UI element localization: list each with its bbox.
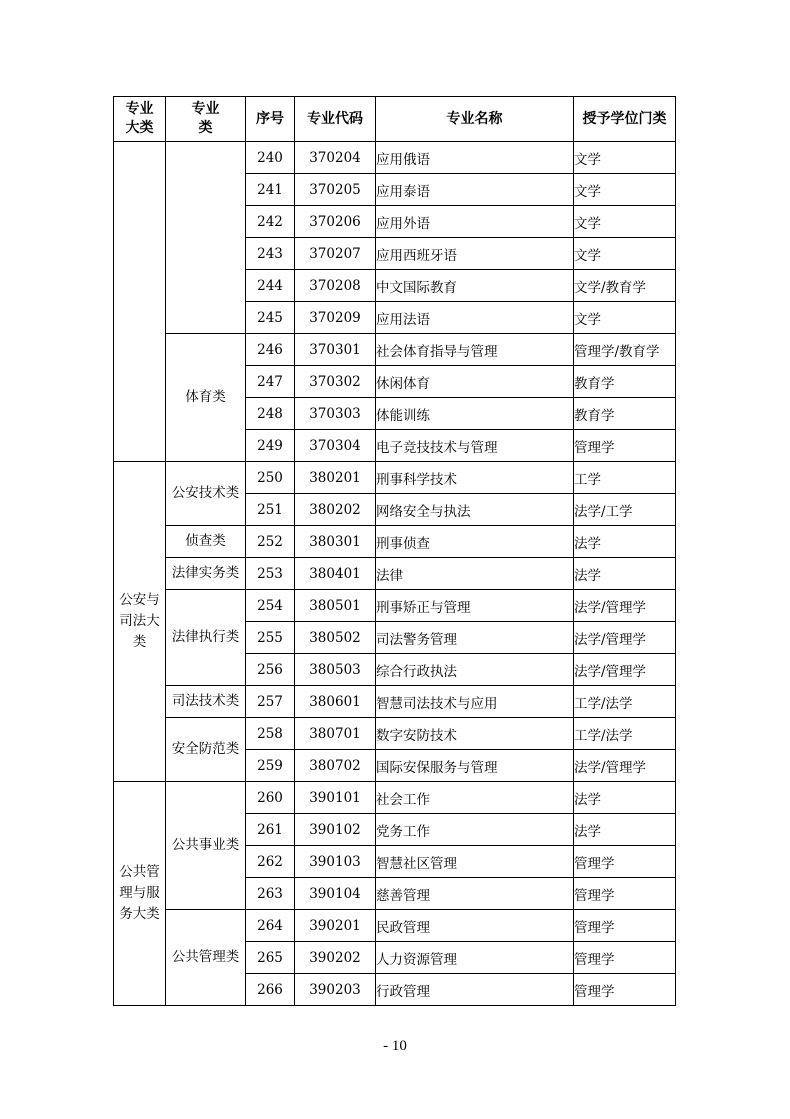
- table-row: [114, 686, 676, 718]
- header-label: 专业 类: [191, 101, 220, 136]
- seq-cell: 246: [246, 334, 295, 366]
- header-sub-category: [166, 97, 246, 142]
- major-name-cell: 国际安保服务与管理: [376, 750, 574, 782]
- seq-cell: 255: [246, 622, 295, 654]
- code-cell: 390101: [295, 782, 376, 814]
- seq-cell: 240: [246, 142, 295, 174]
- degree-cell: 文学: [574, 206, 676, 238]
- code-cell: 370209: [295, 302, 376, 334]
- seq-cell: 265: [246, 942, 295, 974]
- seq-cell: 262: [246, 846, 295, 878]
- sub-category-cell: [166, 142, 246, 334]
- degree-cell: 工学/法学: [574, 718, 676, 750]
- header-degree: 授予学位门类: [574, 97, 676, 142]
- sub-category-cell: 体育类: [166, 334, 246, 462]
- code-cell: 380201: [295, 462, 376, 494]
- seq-cell: 249: [246, 430, 295, 462]
- major-name-cell: 智慧司法技术与应用: [376, 686, 574, 718]
- degree-cell: 管理学: [574, 942, 676, 974]
- code-cell: 370303: [295, 398, 376, 430]
- seq-cell: 253: [246, 558, 295, 590]
- code-cell: 370302: [295, 366, 376, 398]
- degree-cell: 文学: [574, 142, 676, 174]
- code-cell: 370204: [295, 142, 376, 174]
- seq-cell: 251: [246, 494, 295, 526]
- major-name-cell: 应用泰语: [376, 174, 574, 206]
- major-name-cell: 体能训练: [376, 398, 574, 430]
- seq-cell: 254: [246, 590, 295, 622]
- degree-cell: 管理学: [574, 974, 676, 1006]
- code-cell: 380202: [295, 494, 376, 526]
- table-row: [114, 462, 676, 494]
- code-cell: 390102: [295, 814, 376, 846]
- major-name-cell: 综合行政执法: [376, 654, 574, 686]
- major-name-cell: 刑事科学技术: [376, 462, 574, 494]
- degree-cell: 法学/管理学: [574, 590, 676, 622]
- header-big-category: [114, 97, 166, 142]
- seq-cell: 252: [246, 526, 295, 558]
- degree-cell: 工学/法学: [574, 686, 676, 718]
- table-row: [114, 558, 676, 590]
- table-row: [114, 334, 676, 366]
- seq-cell: 258: [246, 718, 295, 750]
- code-cell: 380601: [295, 686, 376, 718]
- degree-cell: 管理学: [574, 846, 676, 878]
- seq-cell: 245: [246, 302, 295, 334]
- code-cell: 390103: [295, 846, 376, 878]
- major-name-cell: 智慧社区管理: [376, 846, 574, 878]
- major-name-cell: 电子竞技技术与管理: [376, 430, 574, 462]
- sub-category-cell: 法律实务类: [166, 558, 246, 590]
- degree-cell: 法学: [574, 814, 676, 846]
- seq-cell: 263: [246, 878, 295, 910]
- degree-cell: 法学/管理学: [574, 622, 676, 654]
- code-cell: 370304: [295, 430, 376, 462]
- major-name-cell: 应用俄语: [376, 142, 574, 174]
- degree-cell: 文学/教育学: [574, 270, 676, 302]
- code-cell: 380301: [295, 526, 376, 558]
- seq-cell: 256: [246, 654, 295, 686]
- major-name-cell: 应用法语: [376, 302, 574, 334]
- seq-cell: 261: [246, 814, 295, 846]
- code-cell: 380502: [295, 622, 376, 654]
- degree-cell: 管理学: [574, 430, 676, 462]
- degree-cell: 文学: [574, 238, 676, 270]
- sub-category-cell: 安全防范类: [166, 718, 246, 782]
- header-row: [114, 97, 676, 142]
- major-name-cell: 社会体育指导与管理: [376, 334, 574, 366]
- major-name-cell: 网络安全与执法: [376, 494, 574, 526]
- major-name-cell: 党务工作: [376, 814, 574, 846]
- major-name-cell: 人力资源管理: [376, 942, 574, 974]
- sub-category-cell: 法律执行类: [166, 590, 246, 686]
- code-cell: 370206: [295, 206, 376, 238]
- major-name-cell: 慈善管理: [376, 878, 574, 910]
- degree-cell: 法学/管理学: [574, 750, 676, 782]
- seq-cell: 250: [246, 462, 295, 494]
- sub-category-cell: 公共管理类: [166, 910, 246, 1006]
- degree-cell: 管理学: [574, 910, 676, 942]
- seq-cell: 259: [246, 750, 295, 782]
- code-cell: 370207: [295, 238, 376, 270]
- header-name: 专业名称: [376, 97, 574, 142]
- table-row: [114, 782, 676, 814]
- code-cell: 380501: [295, 590, 376, 622]
- major-name-cell: 刑事矫正与管理: [376, 590, 574, 622]
- degree-cell: 文学: [574, 302, 676, 334]
- code-cell: 370205: [295, 174, 376, 206]
- table-row: [114, 590, 676, 622]
- major-name-cell: 民政管理: [376, 910, 574, 942]
- big-category-cell: 公安与 司法大 类: [114, 462, 166, 782]
- seq-cell: 248: [246, 398, 295, 430]
- code-cell: 390202: [295, 942, 376, 974]
- degree-cell: 法学: [574, 782, 676, 814]
- big-category-cell: 公共管 理与服 务大类: [114, 782, 166, 1006]
- degree-cell: 教育学: [574, 398, 676, 430]
- header-seq: 序号: [246, 97, 295, 142]
- seq-cell: 243: [246, 238, 295, 270]
- seq-cell: 260: [246, 782, 295, 814]
- header-code: 专业代码: [295, 97, 376, 142]
- degree-cell: 工学: [574, 462, 676, 494]
- table-row: [114, 526, 676, 558]
- code-cell: 390104: [295, 878, 376, 910]
- seq-cell: 257: [246, 686, 295, 718]
- sub-category-cell: 侦查类: [166, 526, 246, 558]
- table-row: [114, 910, 676, 942]
- seq-cell: 242: [246, 206, 295, 238]
- seq-cell: 264: [246, 910, 295, 942]
- page-number: - 10: [383, 1038, 407, 1054]
- majors-table: [113, 96, 676, 1006]
- table-row: [114, 718, 676, 750]
- major-name-cell: 行政管理: [376, 974, 574, 1006]
- code-cell: 370301: [295, 334, 376, 366]
- seq-cell: 244: [246, 270, 295, 302]
- degree-cell: 法学/管理学: [574, 654, 676, 686]
- degree-cell: 管理学/教育学: [574, 334, 676, 366]
- major-name-cell: 中文国际教育: [376, 270, 574, 302]
- major-name-cell: 休闲体育: [376, 366, 574, 398]
- degree-cell: 文学: [574, 174, 676, 206]
- code-cell: 380401: [295, 558, 376, 590]
- major-name-cell: 数字安防技术: [376, 718, 574, 750]
- big-category-cell: [114, 142, 166, 462]
- code-cell: 390203: [295, 974, 376, 1006]
- code-cell: 390201: [295, 910, 376, 942]
- table-row: [114, 142, 676, 174]
- major-name-cell: 刑事侦查: [376, 526, 574, 558]
- major-name-cell: 法律: [376, 558, 574, 590]
- code-cell: 380702: [295, 750, 376, 782]
- sub-category-cell: 司法技术类: [166, 686, 246, 718]
- degree-cell: 法学/工学: [574, 494, 676, 526]
- sub-category-cell: 公安技术类: [166, 462, 246, 526]
- degree-cell: 法学: [574, 558, 676, 590]
- major-name-cell: 社会工作: [376, 782, 574, 814]
- seq-cell: 266: [246, 974, 295, 1006]
- code-cell: 380503: [295, 654, 376, 686]
- header-label: 专业 大类: [125, 101, 154, 136]
- major-name-cell: 应用外语: [376, 206, 574, 238]
- code-cell: 380701: [295, 718, 376, 750]
- code-cell: 370208: [295, 270, 376, 302]
- seq-cell: 241: [246, 174, 295, 206]
- major-name-cell: 司法警务管理: [376, 622, 574, 654]
- degree-cell: 管理学: [574, 878, 676, 910]
- degree-cell: 法学: [574, 526, 676, 558]
- seq-cell: 247: [246, 366, 295, 398]
- degree-cell: 教育学: [574, 366, 676, 398]
- major-name-cell: 应用西班牙语: [376, 238, 574, 270]
- sub-category-cell: 公共事业类: [166, 782, 246, 910]
